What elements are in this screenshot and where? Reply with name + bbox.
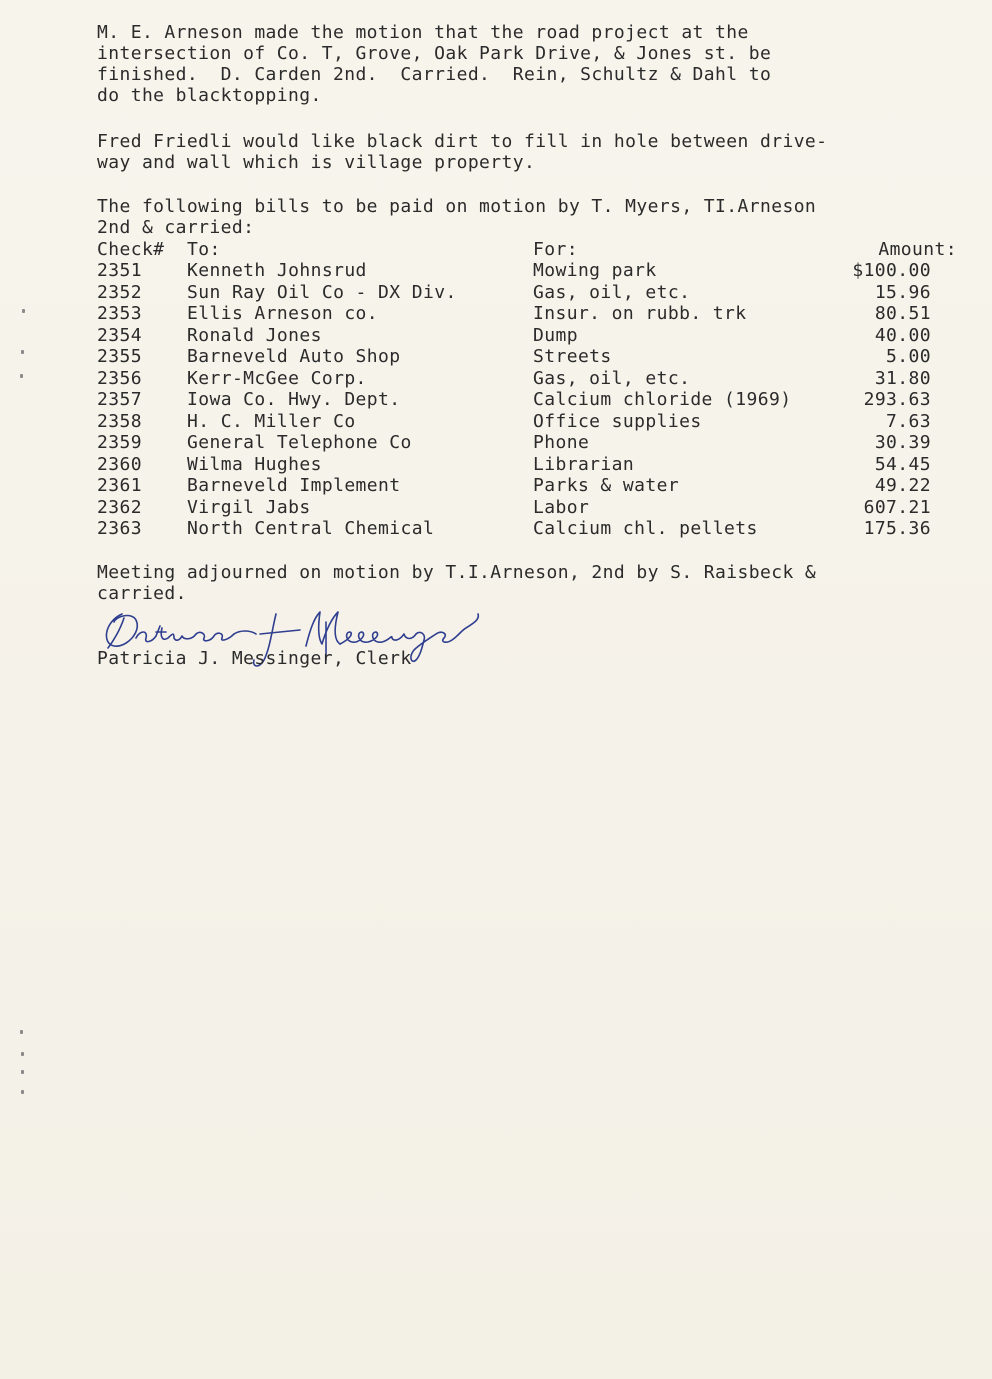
bill-check-number: 2359 — [97, 432, 142, 453]
bill-payee: Virgil Jabs — [187, 496, 311, 518]
bill-payee: Sun Ray Oil Co - DX Div. — [187, 281, 457, 303]
bill-payee: H. C. Miller Co — [187, 410, 356, 432]
bill-purpose: Calcium chloride (1969) — [533, 389, 792, 410]
margin-mark — [22, 309, 25, 313]
bill-amount: 175.36 — [863, 518, 931, 539]
bill-check-number: 2356 — [97, 367, 142, 389]
bill-amount: $100.00 — [852, 260, 931, 281]
bill-amount: 31.80 — [874, 367, 931, 389]
bill-check-number: 2360 — [97, 453, 142, 475]
margin-mark — [20, 1030, 23, 1034]
bill-payee: Iowa Co. Hwy. Dept. — [187, 389, 401, 410]
bill-purpose: Dump — [533, 324, 578, 346]
bill-payee: Ronald Jones — [187, 324, 322, 346]
bill-row — [97, 518, 957, 540]
bill-amount: 607.21 — [863, 496, 931, 518]
bill-amount: 15.96 — [874, 281, 931, 303]
bill-row — [97, 325, 957, 347]
bill-purpose: Streets — [533, 346, 612, 367]
bill-payee: Wilma Hughes — [187, 453, 322, 475]
bill-amount: 49.22 — [874, 475, 931, 496]
adjournment-paragraph: Meeting adjourned on motion by T.I.Arneson, 2nd by S. Raisbeck & carried. — [97, 562, 817, 604]
bill-purpose: Calcium chl. pellets — [533, 518, 758, 539]
bill-check-number: 2357 — [97, 389, 142, 410]
bills-motion-paragraph: The following bills to be paid on motion by T. Myers, TI.Arneson 2nd & carried: — [97, 196, 817, 238]
bill-amount: 5.00 — [886, 346, 931, 367]
bill-check-number: 2363 — [97, 518, 142, 539]
margin-mark — [21, 1090, 24, 1094]
bill-payee: Ellis Arneson co. — [187, 303, 379, 324]
bill-purpose: Librarian — [533, 453, 635, 475]
bill-payee: Barneveld Auto Shop — [187, 346, 401, 367]
bills-table-header — [97, 239, 957, 261]
bill-row — [97, 368, 957, 390]
bill-row — [97, 346, 957, 368]
bill-amount: 54.45 — [874, 453, 931, 475]
bill-purpose: Mowing park — [533, 260, 657, 281]
bill-purpose: Insur. on rubb. trk — [533, 303, 747, 324]
bill-purpose: Parks & water — [533, 475, 680, 496]
black-dirt-request-paragraph: Fred Friedli would like black dirt to fill in hole between drive- way and wall which is village property. — [97, 131, 828, 173]
bill-amount: 40.00 — [874, 324, 931, 346]
bill-check-number: 2351 — [97, 260, 142, 281]
margin-mark — [20, 374, 23, 378]
clerk-name-line: Patricia J. Messinger, Clerk — [97, 648, 412, 669]
bill-purpose: Gas, oil, etc. — [533, 367, 691, 389]
header-check-number: Check# — [97, 239, 165, 260]
bill-row — [97, 260, 957, 282]
bill-row — [97, 303, 957, 325]
margin-mark — [21, 350, 24, 354]
bill-check-number: 2354 — [97, 324, 142, 346]
bill-amount: 30.39 — [874, 432, 931, 453]
margin-mark — [21, 1052, 24, 1056]
bill-purpose: Labor — [533, 496, 590, 518]
bill-purpose: Phone — [533, 432, 590, 453]
bill-payee: Kenneth Johnsrud — [187, 260, 367, 281]
header-payee: To: — [187, 239, 221, 260]
bill-amount: 80.51 — [874, 303, 931, 324]
motion-road-project-paragraph: M. E. Arneson made the motion that the road project at the intersection of Co. T, Grove, Oak Park Drive, & Jones st. be finished. D. Carden 2nd. Carried. Rein, Schultz & Dahl to do the blacktopping. — [97, 22, 772, 106]
bill-row — [97, 282, 957, 304]
bill-payee: North Central Chemical — [187, 518, 435, 539]
bill-check-number: 2353 — [97, 303, 142, 324]
bill-amount: 293.63 — [863, 389, 931, 410]
bill-payee: General Telephone Co — [187, 432, 412, 453]
header-purpose: For: — [533, 239, 578, 260]
margin-mark — [21, 1070, 24, 1074]
bill-row — [97, 497, 957, 519]
bill-row — [97, 389, 957, 411]
bill-check-number: 2352 — [97, 281, 142, 303]
bill-check-number: 2361 — [97, 475, 142, 496]
bill-check-number: 2358 — [97, 410, 142, 432]
bill-purpose: Office supplies — [533, 410, 702, 432]
bill-payee: Kerr-McGee Corp. — [187, 367, 367, 389]
bill-check-number: 2355 — [97, 346, 142, 367]
header-amount: Amount: — [878, 239, 957, 260]
bill-row — [97, 411, 957, 433]
bill-row — [97, 475, 957, 497]
bill-amount: 7.63 — [886, 410, 931, 432]
bill-payee: Barneveld Implement — [187, 475, 401, 496]
bill-row — [97, 454, 957, 476]
bill-row — [97, 432, 957, 454]
bill-purpose: Gas, oil, etc. — [533, 281, 691, 303]
bill-check-number: 2362 — [97, 496, 142, 518]
